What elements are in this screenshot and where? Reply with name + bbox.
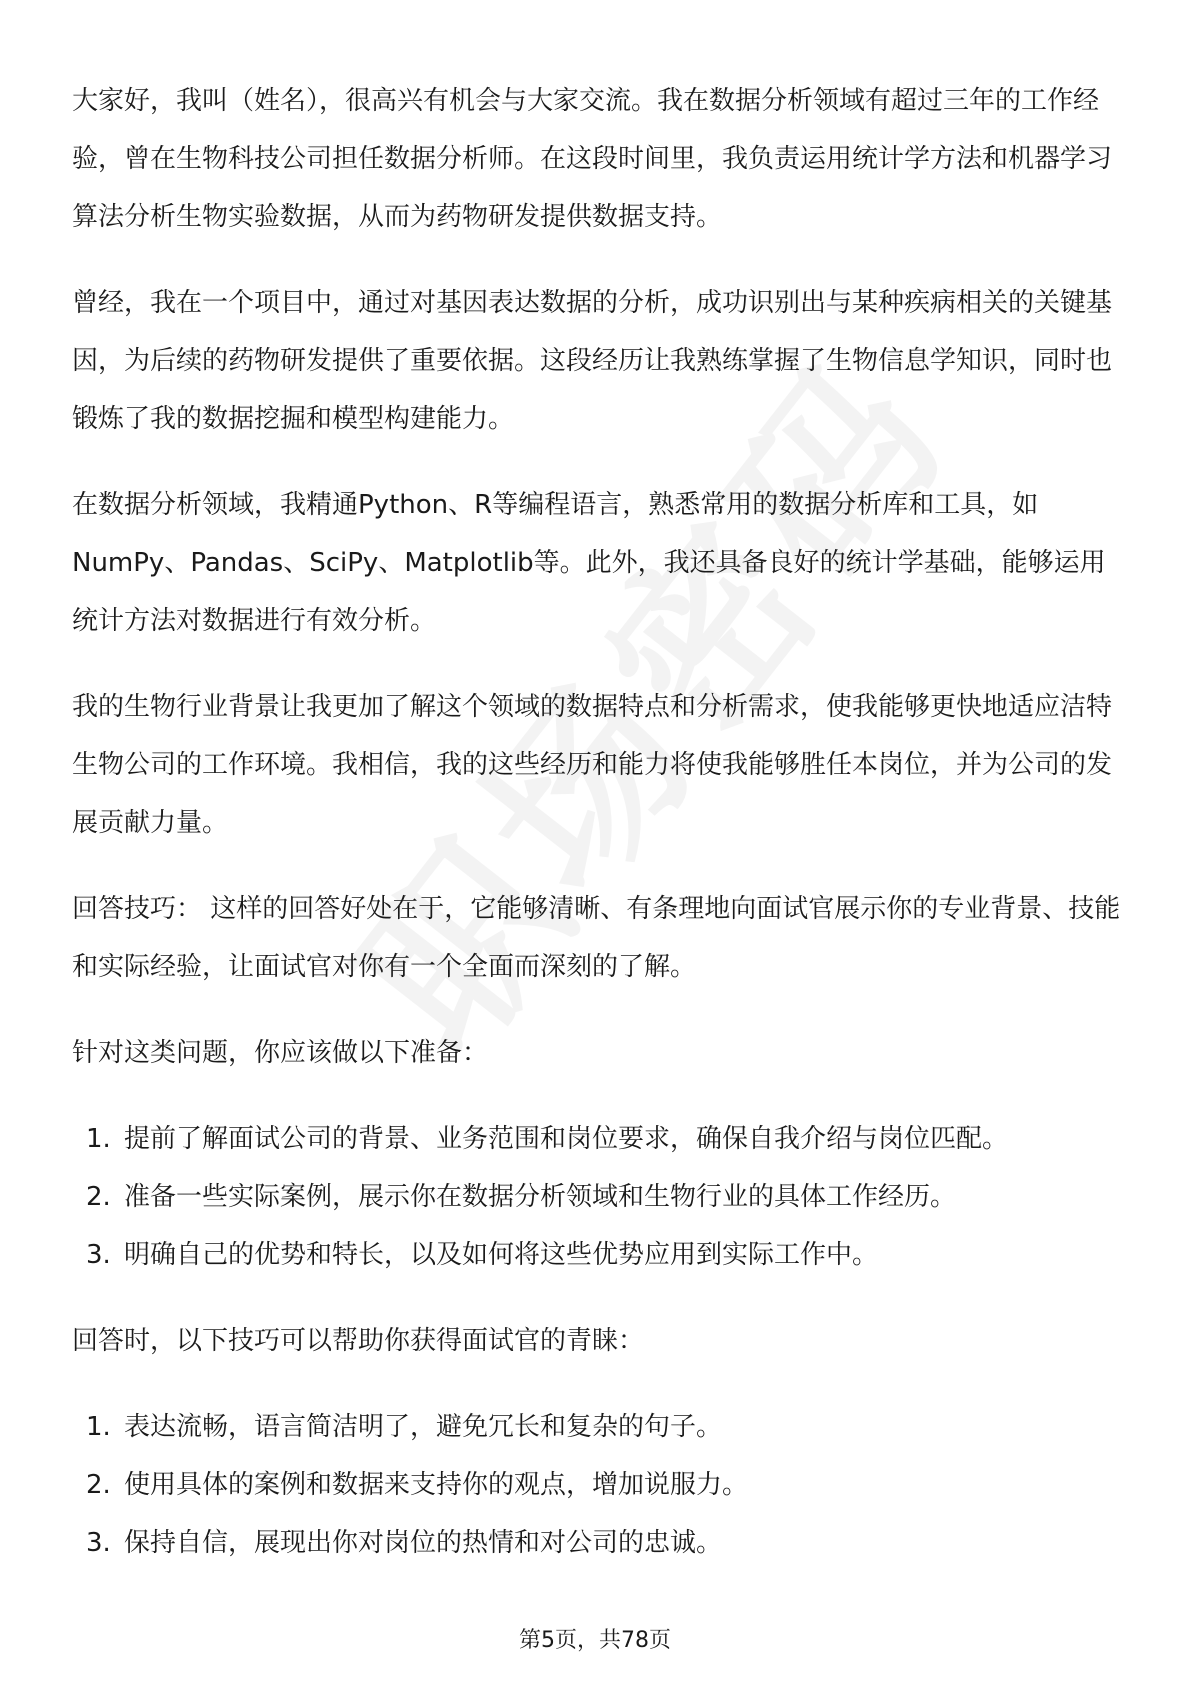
skills-paragraph: 在数据分析领域，我精通Python、R等编程语言，熟悉常用的数据分析库和工具，如NumPy、Pandas、SciPy、Matplotlib等。此外，我还具备良好的统计学基础，能够运用统计方法对数据进行有效分析。	[72, 490, 1106, 636]
page-number: 第5页，共78页	[519, 1628, 671, 1653]
prep-list	[72, 1110, 1122, 1284]
list-number: 1.	[86, 1412, 111, 1442]
list-item	[72, 1226, 1122, 1284]
list-text: 使用具体的案例和数据来支持你的观点，增加说服力。	[124, 1470, 749, 1500]
list-item	[72, 1110, 1122, 1168]
list-text: 保持自信，展现出你对岗位的热情和对公司的忠诚。	[124, 1528, 723, 1558]
prep-heading: 针对这类问题，你应该做以下准备：	[72, 1038, 489, 1068]
list-item	[72, 1398, 1122, 1456]
answer-tip-paragraph: 回答技巧： 这样的回答好处在于，它能够清晰、有条理地向面试官展示你的专业背景、技能和实际经验，让面试官对你有一个全面而深刻的了解。	[72, 894, 1121, 982]
list-text: 明确自己的优势和特长，以及如何将这些优势应用到实际工作中。	[124, 1240, 879, 1270]
list-text: 准备一些实际案例，展示你在数据分析领域和生物行业的具体工作经历。	[124, 1182, 957, 1212]
list-item	[72, 1514, 1122, 1572]
document-body	[72, 72, 1122, 1572]
skills-heading: 回答时，以下技巧可以帮助你获得面试官的青睐：	[72, 1326, 645, 1356]
intro-paragraph: 大家好，我叫（姓名），很高兴有机会与大家交流。我在数据分析领域有超过三年的工作经验，曾在生物科技公司担任数据分析师。在这段时间里，我负责运用统计学方法和机器学习算法分析生物实验数据，从而为药物研发提供数据支持。	[72, 86, 1113, 232]
project-paragraph: 曾经，我在一个项目中，通过对基因表达数据的分析，成功识别出与某种疾病相关的关键基因，为后续的药物研发提供了重要依据。这段经历让我熟练掌握了生物信息学知识，同时也锻炼了我的数据挖掘和模型构建能力。	[72, 288, 1113, 434]
list-number: 1.	[86, 1124, 111, 1154]
list-item	[72, 1168, 1122, 1226]
list-number: 2.	[86, 1470, 111, 1500]
background-paragraph: 我的生物行业背景让我更加了解这个领域的数据特点和分析需求，使我能够更快地适应洁特生物公司的工作环境。我相信，我的这些经历和能力将使我能够胜任本岗位，并为公司的发展贡献力量。	[72, 692, 1113, 838]
list-text: 提前了解面试公司的背景、业务范围和岗位要求，确保自我介绍与岗位匹配。	[124, 1124, 1009, 1154]
list-item	[72, 1456, 1122, 1514]
list-number: 2.	[86, 1182, 111, 1212]
list-text: 表达流畅，语言简洁明了，避免冗长和复杂的句子。	[124, 1412, 723, 1442]
list-number: 3.	[86, 1240, 111, 1270]
list-number: 3.	[86, 1528, 111, 1558]
skills-list	[72, 1398, 1122, 1572]
